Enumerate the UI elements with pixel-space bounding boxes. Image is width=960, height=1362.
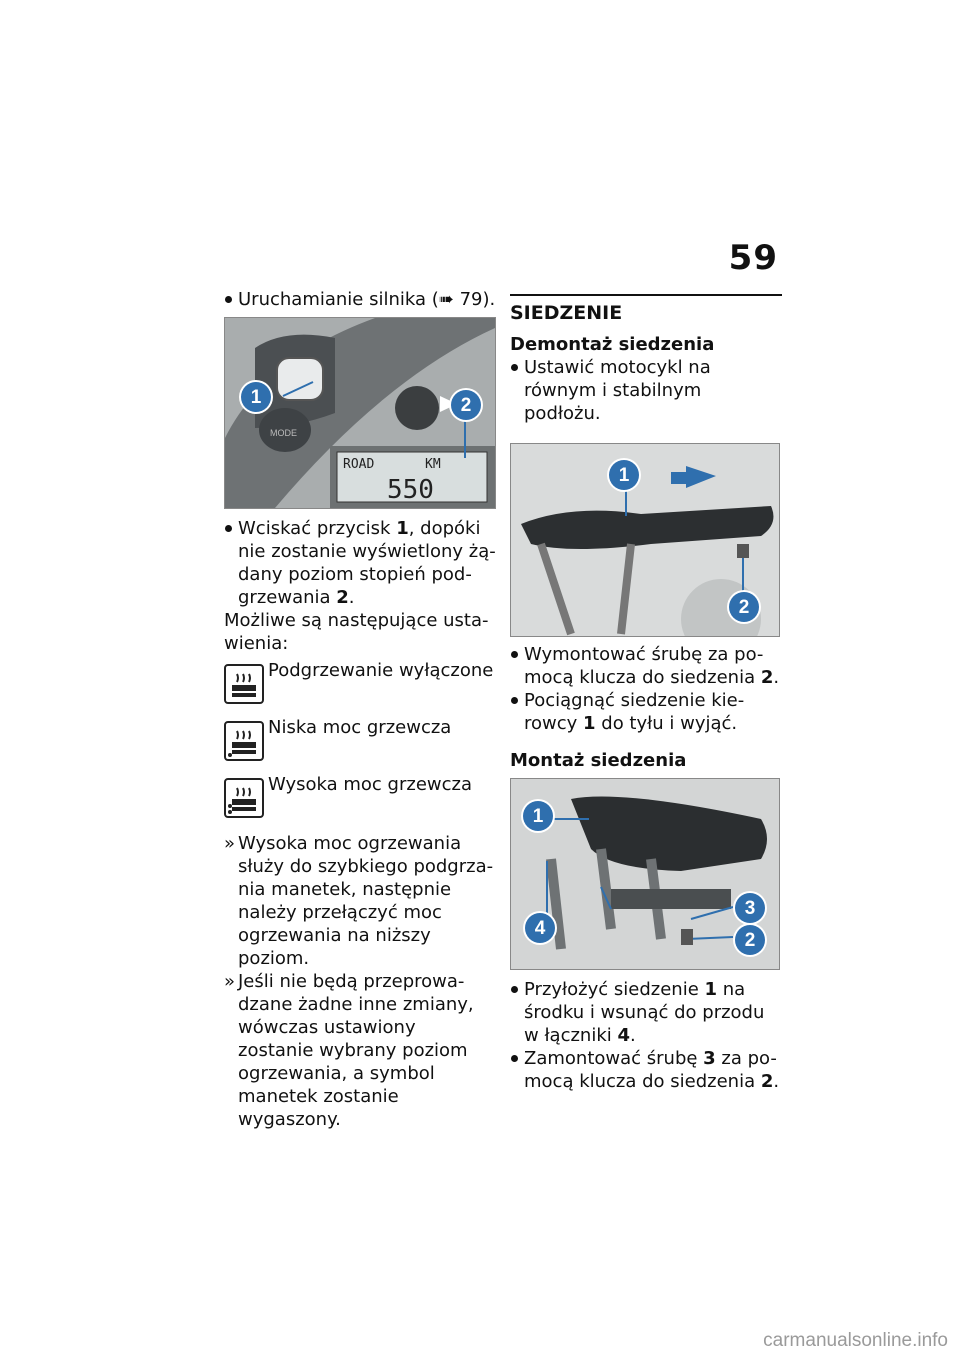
svg-text:550: 550 [387,475,434,505]
callout-2: 2 [735,925,765,955]
options-intro: Możliwe są następujące usta-wienia: [224,610,489,654]
heated-grip-high-icon [224,778,264,818]
heat-option-low: Niska moc grzewcza [224,716,496,769]
removal-step-2: Wymontować śrubę za po-mocą klucza do siedzenia 2. [510,643,782,689]
heat-option-high: Wysoka moc grzewcza [224,773,496,826]
watermark: carmanualsonline.info [763,1330,948,1351]
heat-option-off: Podgrzewanie wyłączone [224,659,496,712]
callout-1: 1 [609,460,639,490]
note-high-heat: » Wysoka moc ogrzewania służy do szybkiego podgrza-nia manetek, następnie należy przełączyć moc ogrzewania na niższy poziom. [224,832,496,970]
callout-2: 2 [729,592,759,622]
callout-2: 2 [451,390,481,420]
heated-grip-figure [224,317,496,509]
page-number: 59 [728,238,778,278]
seat-removal-figure [510,443,780,637]
seat-install-figure [510,778,780,970]
removal-step-3: Pociągnąć siedzenie kie-rowcy 1 do tyłu i wyjąć. [510,689,782,735]
reference-arrow-icon: ➠ [438,289,454,310]
press-button-step: Wciskać przycisk 1, dopóki nie zostanie wyświetlony żą-dany poziom stopień pod-grzewania 2. [224,517,496,609]
removal-step-1: Ustawić motocykl na równym i stabilnym podłożu. [510,356,782,425]
removal-title: Demontaż siedzenia [510,334,715,355]
heated-grip-off-icon [224,664,264,704]
intro-step: Uruchamianie silnika (➠ 79). [224,288,496,311]
left-column [224,288,496,1131]
svg-text:ROAD: ROAD [343,457,375,472]
note-default-level: » Jeśli nie będą przeprowa-dzane żadne inne zmiany, wówczas ustawiony zostanie wybrany poziom ogrzewania, a symbol manetek zostanie wygaszony. [224,970,496,1131]
callout-3: 3 [735,893,765,923]
install-step-2: Zamontować śrubę 3 za po-mocą klucza do siedzenia 2. [510,1047,782,1093]
heated-grip-low-icon [224,721,264,761]
svg-text:KM: KM [425,457,441,472]
svg-text:MODE: MODE [270,428,297,438]
section-title: SIEDZENIE [510,294,782,325]
callout-4: 4 [525,913,555,943]
callout-1: 1 [241,382,271,412]
right-column [510,288,782,1093]
install-title: Montaż siedzenia [510,750,687,771]
callout-1: 1 [523,801,553,831]
install-step-1: Przyłożyć siedzenie 1 na środku i wsunąć do przodu w łączniki 4. [510,978,782,1047]
